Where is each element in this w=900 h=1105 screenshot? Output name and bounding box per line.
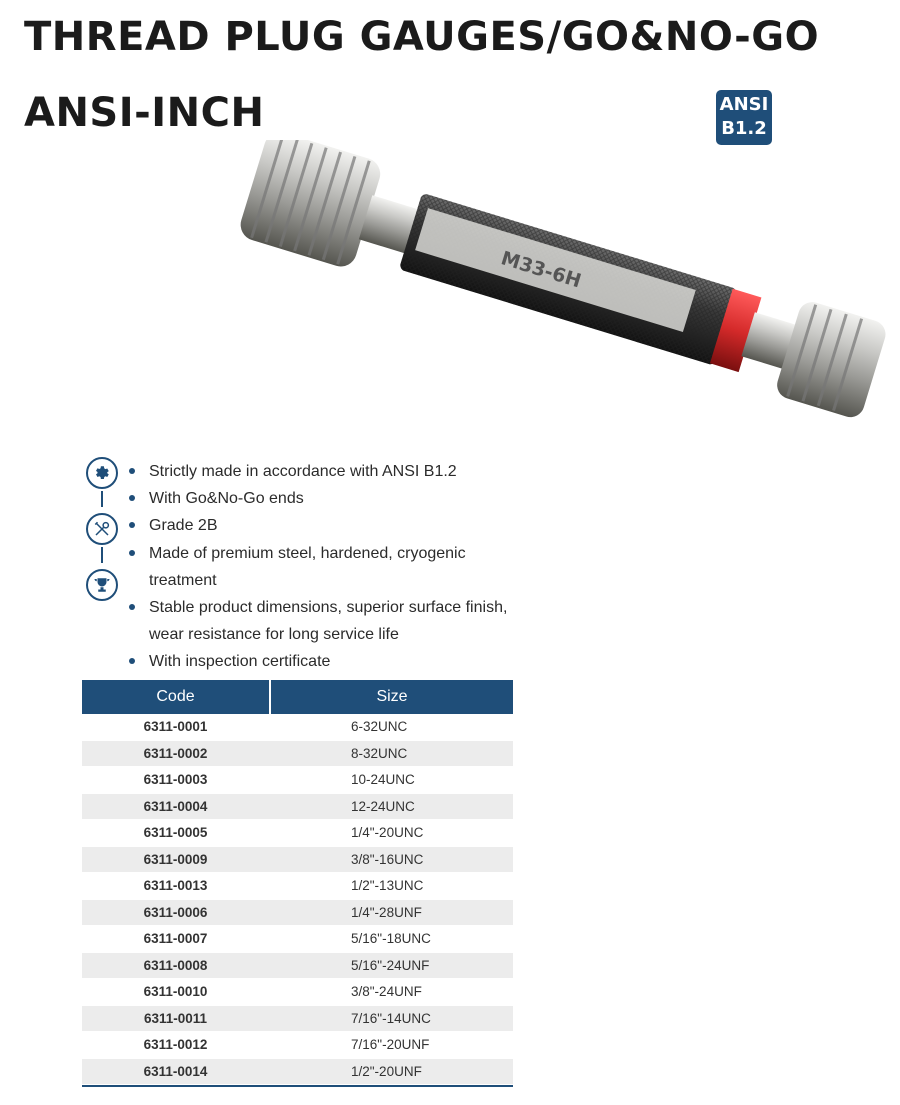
table-row	[82, 873, 513, 900]
cell-size: 3/8"-24UNF	[269, 979, 513, 1006]
list-item: With inspection certificate	[128, 648, 508, 675]
cell-size: 12-24UNC	[269, 794, 513, 821]
cell-code: 6311-0008	[82, 953, 269, 980]
cell-size: 8-32UNC	[269, 741, 513, 768]
cell-code: 6311-0014	[82, 1059, 269, 1086]
table-row	[82, 1006, 513, 1033]
cell-code: 6311-0002	[82, 741, 269, 768]
table-row	[82, 741, 513, 768]
gauge-engraving: M33-6H	[498, 247, 584, 293]
table-row	[82, 847, 513, 874]
cell-size: 10-24UNC	[269, 767, 513, 794]
standard-badge	[716, 90, 772, 145]
cell-size: 1/4"-28UNF	[269, 900, 513, 927]
table-row	[82, 1059, 513, 1086]
list-item: Stable product dimensions, superior surface finish, wear resistance for long service life	[128, 594, 508, 648]
cell-code: 6311-0013	[82, 873, 269, 900]
cell-code: 6311-0011	[82, 1006, 269, 1033]
cell-code: 6311-0009	[82, 847, 269, 874]
trophy-icon	[86, 569, 118, 601]
feature-list	[128, 458, 508, 676]
cell-code: 6311-0006	[82, 900, 269, 927]
table-row	[82, 926, 513, 953]
table-row	[82, 953, 513, 980]
list-item: Made of premium steel, hardened, cryogenic treatment	[128, 540, 508, 594]
table-row	[82, 1032, 513, 1059]
cell-code: 6311-0007	[82, 926, 269, 953]
cell-code: 6311-0005	[82, 820, 269, 847]
table-row	[82, 714, 513, 741]
icon-connector	[101, 547, 103, 563]
cell-size: 1/2"-13UNC	[269, 873, 513, 900]
cell-size: 7/16"-14UNC	[269, 1006, 513, 1033]
table-row	[82, 820, 513, 847]
table-row	[82, 900, 513, 927]
product-table	[82, 680, 513, 1087]
cell-code: 6311-0010	[82, 979, 269, 1006]
badge-line-1: ANSI	[719, 94, 769, 115]
table-row	[82, 767, 513, 794]
cell-size: 5/16"-18UNC	[269, 926, 513, 953]
tools-icon	[86, 513, 118, 545]
cell-size: 3/8"-16UNC	[269, 847, 513, 874]
gear-badge-icon	[86, 457, 118, 489]
list-item: Strictly made in accordance with ANSI B1.2	[128, 458, 508, 485]
icon-connector	[101, 491, 103, 507]
cell-size: 5/16"-24UNF	[269, 953, 513, 980]
cell-size: 6-32UNC	[269, 714, 513, 741]
column-header-size: Size	[269, 680, 513, 714]
page-subtitle: ANSI-INCH	[24, 90, 265, 136]
cell-code: 6311-0012	[82, 1032, 269, 1059]
list-item: Grade 2B	[128, 512, 508, 539]
cell-size: 1/4"-20UNC	[269, 820, 513, 847]
badge-line-2: B1.2	[721, 118, 767, 139]
cell-code: 6311-0004	[82, 794, 269, 821]
cell-code: 6311-0003	[82, 767, 269, 794]
cell-size: 1/2"-20UNF	[269, 1059, 513, 1086]
product-image	[220, 140, 890, 470]
list-item: With Go&No-Go ends	[128, 485, 508, 512]
cell-size: 7/16"-20UNF	[269, 1032, 513, 1059]
table-header-row	[82, 680, 513, 714]
cell-code: 6311-0001	[82, 714, 269, 741]
column-header-code: Code	[82, 680, 269, 714]
table-row	[82, 794, 513, 821]
page-title: THREAD PLUG GAUGES/GO&NO-GO	[24, 14, 820, 60]
table-row	[82, 979, 513, 1006]
